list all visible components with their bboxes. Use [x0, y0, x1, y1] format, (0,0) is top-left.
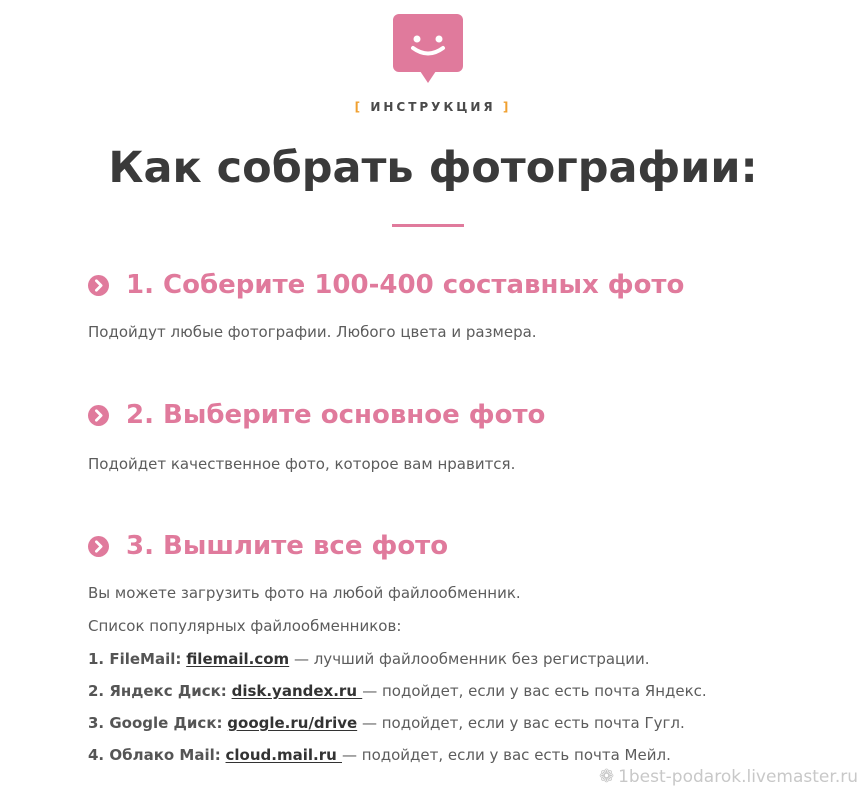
chevron-circle-right-icon [88, 275, 109, 296]
smiley-chat-logo-icon [393, 14, 463, 84]
service-label: 1. FileMail: [88, 650, 182, 668]
chevron-circle-right-icon [88, 536, 109, 557]
step-3-text-2: Список популярных файлообменников: [88, 617, 402, 635]
service-link-filemail[interactable]: filemail.com [186, 650, 290, 668]
watermark-text: 1best-podarok.livemaster.ru [618, 767, 858, 787]
section-tag [0, 100, 866, 114]
service-item-cloud-mail [88, 745, 671, 765]
watermark [599, 766, 858, 787]
service-desc: — подойдет, если у вас есть почта Яндекс. [362, 682, 707, 700]
service-item-filemail [88, 649, 650, 669]
service-link-cloud-mail[interactable]: cloud.mail.ru [225, 746, 342, 764]
service-label: 4. Облако Mail: [88, 746, 221, 764]
page-title: Как собрать фотографии: [108, 143, 758, 193]
service-link-google-drive[interactable]: google.ru/drive [227, 714, 358, 732]
tag-bracket-close: ] [502, 100, 512, 114]
service-link-yandex-disk[interactable]: disk.yandex.ru [231, 682, 363, 700]
title-divider [392, 224, 464, 227]
chevron-circle-right-icon [88, 405, 109, 426]
step-1-title: 1. Соберите 100-400 составных фото [126, 270, 685, 300]
service-desc: — подойдет, если у вас есть почта Мейл. [342, 746, 671, 764]
gear-icon: ❁ [598, 766, 615, 787]
tag-bracket-open: [ [354, 100, 364, 114]
service-label: 3. Google Диск: [88, 714, 223, 732]
tag-text: ИНСТРУКЦИЯ [370, 100, 496, 114]
step-3-text: Вы можете загрузить фото на любой файлообменник. [88, 584, 521, 602]
service-desc: — лучший файлообменник без регистрации. [289, 650, 650, 668]
step-2-text: Подойдет качественное фото, которое вам нравится. [88, 455, 516, 473]
service-item-yandex-disk [88, 681, 707, 701]
service-item-google-drive [88, 713, 685, 733]
step-3-title: 3. Вышлите все фото [126, 531, 449, 561]
step-1-text: Подойдут любые фотографии. Любого цвета и размера. [88, 323, 537, 341]
service-label: 2. Яндекс Диск: [88, 682, 227, 700]
step-2-title: 2. Выберите основное фото [126, 400, 546, 430]
service-desc: — подойдет, если у вас есть почта Гугл. [357, 714, 685, 732]
